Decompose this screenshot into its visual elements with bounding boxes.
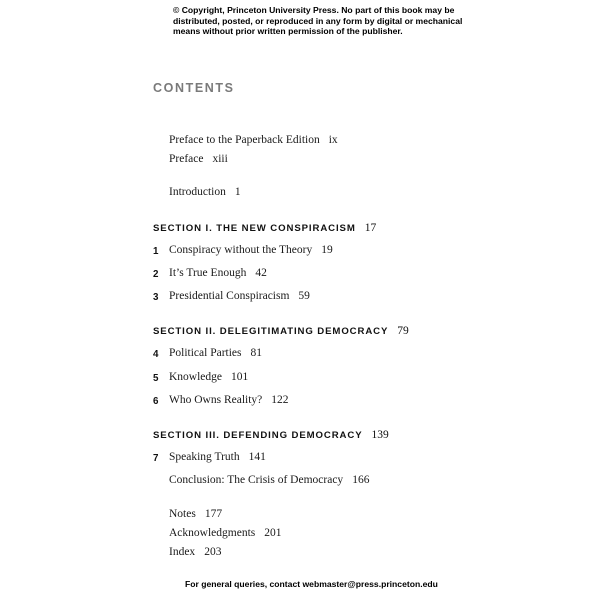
toc-chapter-7 <box>169 451 266 463</box>
section-title: SECTION II. DELEGITIMATING DEMOCRACY <box>153 326 389 337</box>
chapter-number: 2 <box>153 269 159 280</box>
toc-entry-title: Conclusion: The Crisis of Democracy <box>169 474 344 486</box>
toc-entry-title: Introduction <box>169 186 226 198</box>
toc-chapter-2 <box>169 267 267 279</box>
toc-entry-title: Presidential Conspiracism <box>169 290 290 302</box>
toc-entry-conclusion <box>169 474 369 486</box>
toc-entry-page: 81 <box>250 347 263 359</box>
toc-chapter-5 <box>169 371 248 383</box>
toc-entry-title: Conspiracy without the Theory <box>169 244 313 256</box>
toc-entry-page: 177 <box>204 508 223 520</box>
toc-entry-title: Preface to the Paperback Edition <box>169 134 320 146</box>
toc-entry-title: It’s True Enough <box>169 267 247 279</box>
toc-entry-title: Acknowledgments <box>169 527 256 539</box>
toc-entry-introduction <box>169 186 241 198</box>
toc-entry-title: Speaking Truth <box>169 451 240 463</box>
footer-contact: For general queries, contact webmaster@press.princeton.edu <box>185 579 438 589</box>
toc-chapter-4 <box>169 347 262 359</box>
toc-entry-title: Knowledge <box>169 371 223 383</box>
toc-entry-page: ix <box>328 134 338 146</box>
chapter-number: 3 <box>153 292 159 303</box>
toc-entry-page: 101 <box>231 371 249 383</box>
toc-entry-preface-paperback <box>169 134 338 146</box>
toc-chapter-1 <box>169 244 333 256</box>
section-title: SECTION III. DEFENDING DEMOCRACY <box>153 430 363 441</box>
toc-entry-notes <box>169 508 222 520</box>
toc-entry-title: Political Parties <box>169 347 242 359</box>
toc-entry-page: 42 <box>255 267 267 279</box>
chapter-number: 6 <box>153 396 159 407</box>
toc-section-3 <box>153 429 389 441</box>
toc-entry-title: Index <box>169 546 196 558</box>
copyright-line: distributed, posted, or reproduced in any form by digital or mechanical <box>173 15 463 26</box>
toc-section-2 <box>153 325 409 337</box>
chapter-number: 7 <box>153 453 159 464</box>
toc-entry-page: 59 <box>298 290 310 302</box>
chapter-number: 5 <box>153 373 159 384</box>
section-page: 79 <box>397 325 409 337</box>
toc-entry-page: 122 <box>271 394 289 406</box>
section-page: 17 <box>364 222 377 234</box>
toc-entry-page: 1 <box>234 186 241 198</box>
toc-entry-title: Notes <box>169 508 196 520</box>
toc-entry-page: 141 <box>248 451 266 463</box>
toc-entry-page: xiii <box>212 153 228 165</box>
section-page: 139 <box>371 429 389 441</box>
chapter-number: 1 <box>153 246 159 257</box>
toc-entry-page: 166 <box>352 474 370 486</box>
toc-section-1 <box>153 222 376 234</box>
toc-entry-title: Preface <box>169 153 204 165</box>
toc-entry-page: 19 <box>321 244 333 256</box>
toc-entry-page: 201 <box>264 527 282 539</box>
copyright-line: means without prior written permission of the publisher. <box>173 26 403 36</box>
copyright-line: © Copyright, Princeton University Press. No part of this book may be <box>173 5 455 15</box>
toc-chapter-3 <box>169 290 310 302</box>
section-title: SECTION I. THE NEW CONSPIRACISM <box>153 223 356 234</box>
toc-entry-preface <box>169 153 228 165</box>
copyright-notice <box>173 5 473 37</box>
toc-entry-acknowledgments <box>169 527 281 539</box>
toc-chapter-6 <box>169 394 289 406</box>
toc-entry-page: 203 <box>204 546 222 558</box>
toc-entry-index <box>169 546 221 558</box>
chapter-number: 4 <box>153 349 159 360</box>
contents-heading: CONTENTS <box>153 81 235 95</box>
toc-entry-title: Who Owns Reality? <box>169 394 263 406</box>
